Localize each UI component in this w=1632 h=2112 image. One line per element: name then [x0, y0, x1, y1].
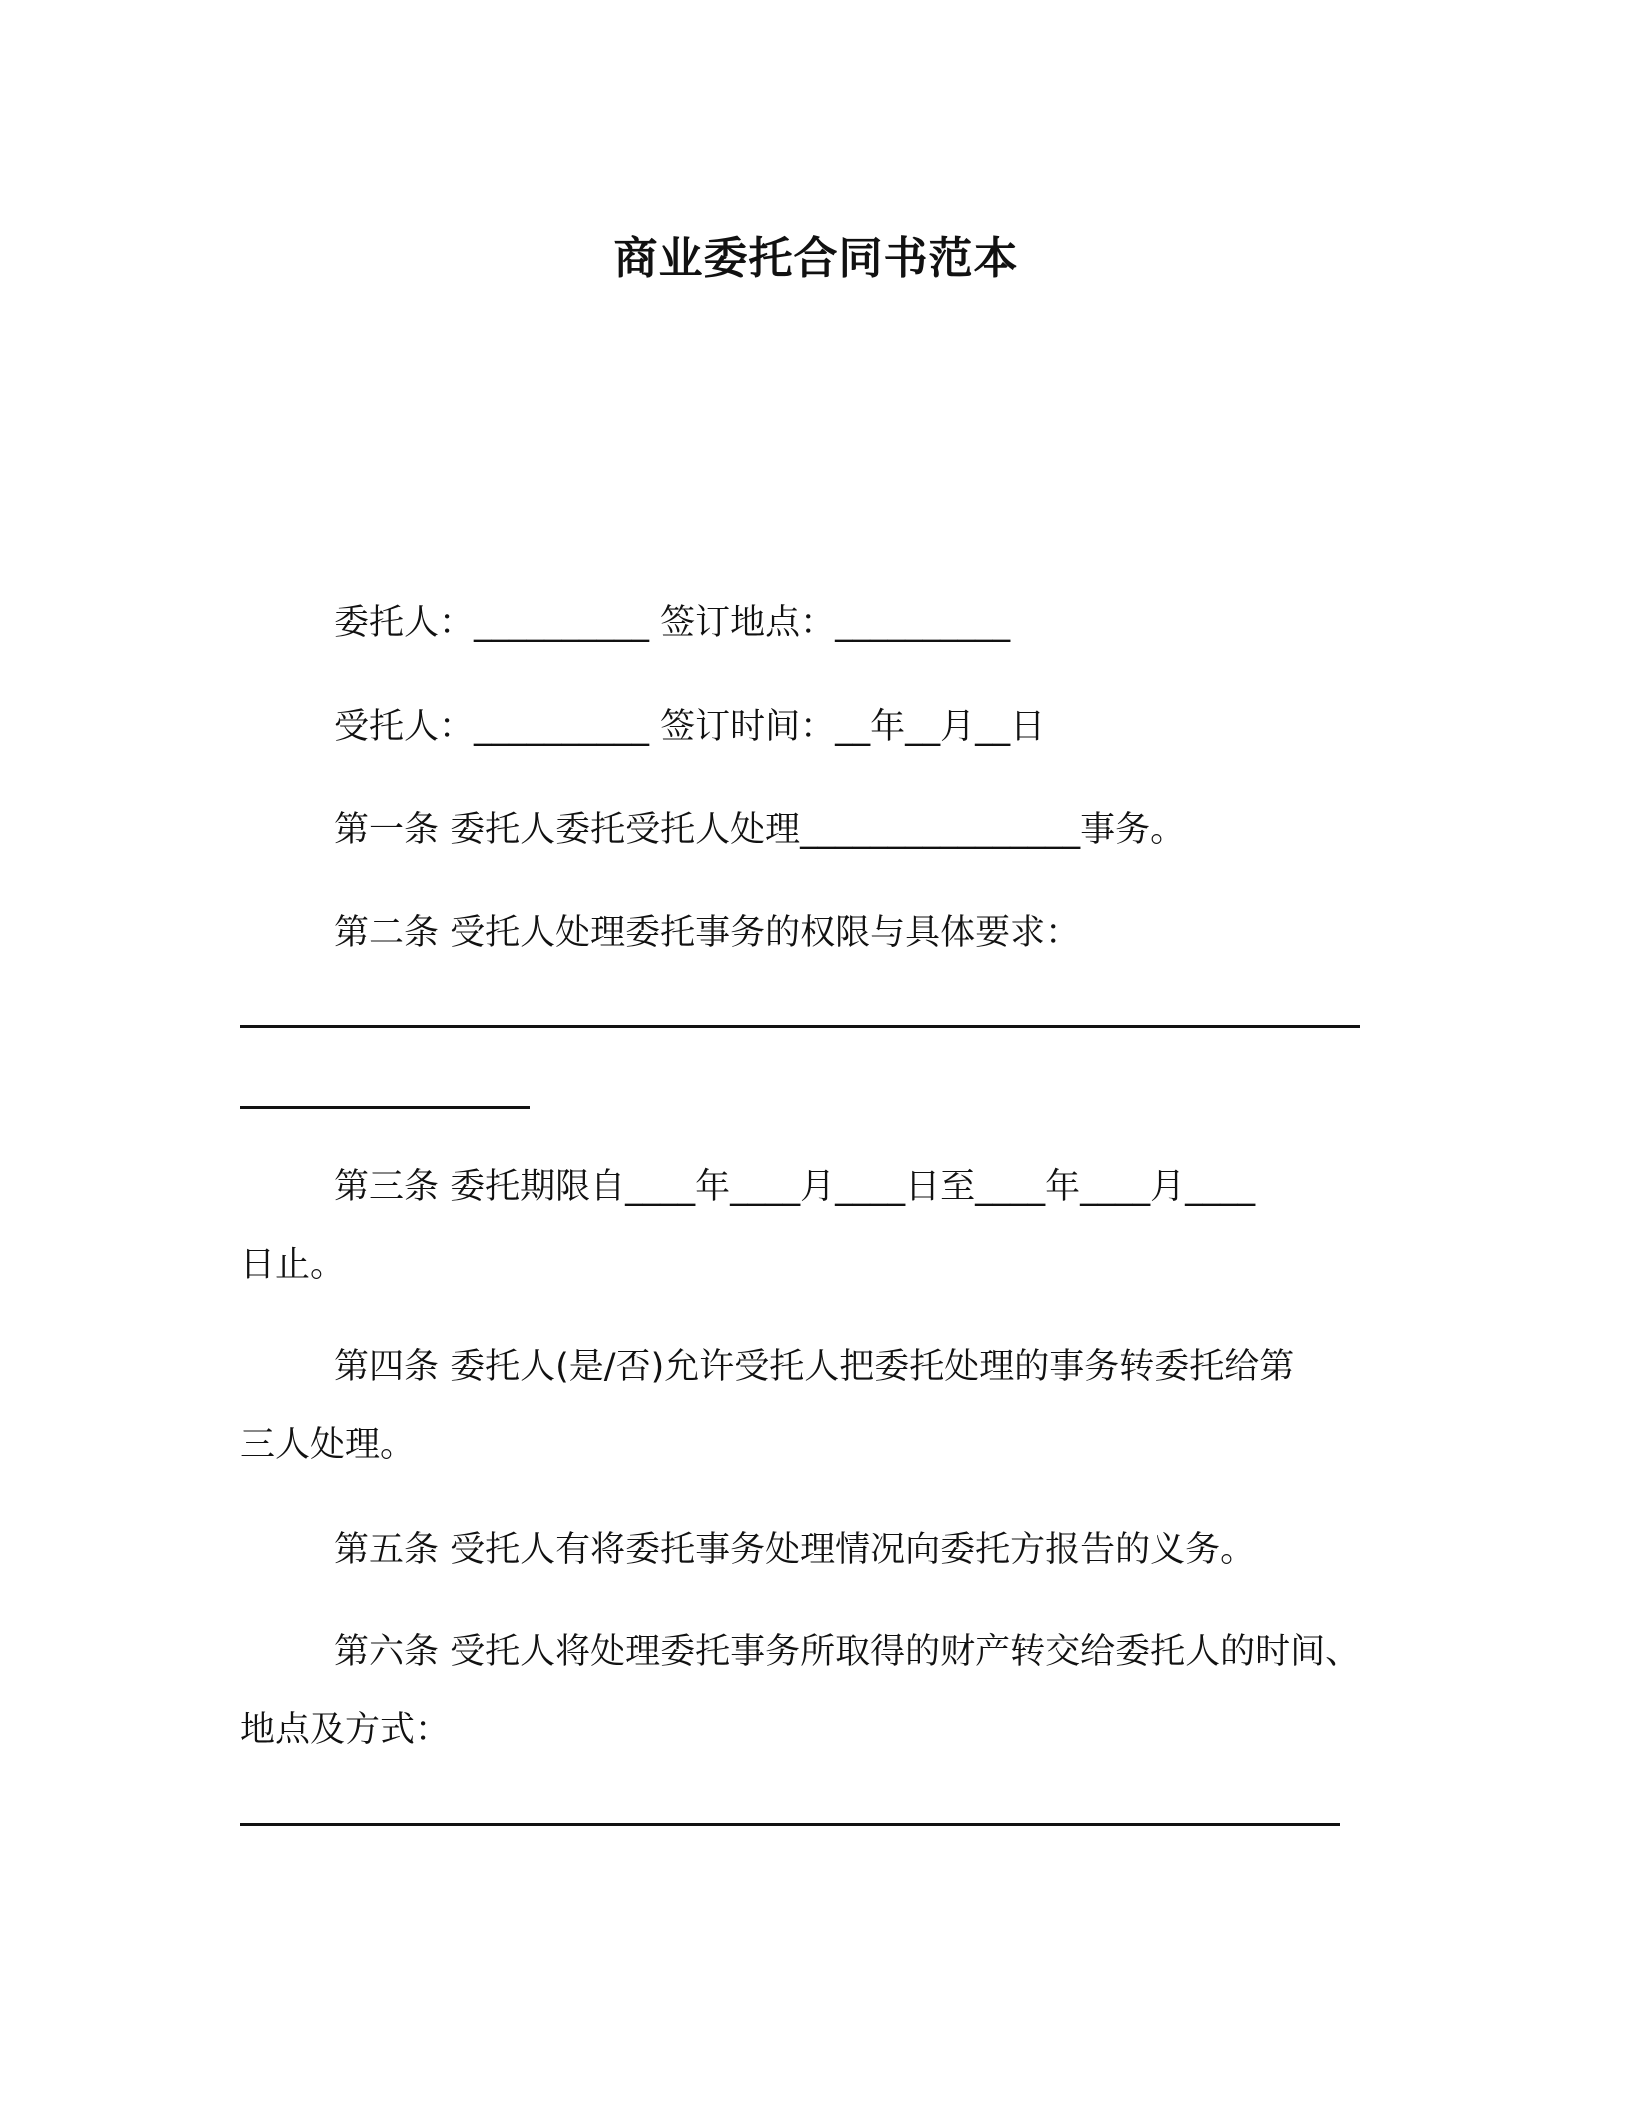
document-title: 商业委托合同书范本 [613, 233, 1019, 284]
agent-line: 受托人：__________ 签订时间：__年__月__日 [334, 707, 1046, 747]
clause-2: 第二条 受托人处理委托事务的权限与具体要求： [334, 913, 1081, 953]
clause-2-blank-line-1 [240, 1025, 1360, 1028]
clause-6-blank-line [240, 1823, 1340, 1826]
clause-3-line-2: 日止。 [240, 1245, 346, 1285]
clause-2-blank-line-2 [240, 1106, 530, 1109]
clause-6-line-1: 第六条 受托人将处理委托事务所取得的财产转交给委托人的时间、 [334, 1632, 1361, 1672]
principal-line: 委托人：__________ 签订地点：__________ [334, 603, 1011, 643]
clause-4-line-2: 三人处理。 [240, 1425, 416, 1465]
clause-6-line-2: 地点及方式： [240, 1710, 451, 1750]
clause-1: 第一条 委托人委托受托人处理________________事务。 [334, 810, 1186, 850]
clause-5: 第五条 受托人有将委托事务处理情况向委托方报告的义务。 [334, 1530, 1256, 1570]
clause-4-line-1: 第四条 委托人(是/否)允许受托人把委托处理的事务转委托给第 [334, 1347, 1295, 1387]
clause-3-line-1: 第三条 委托期限自____年____月____日至____年____月____ [334, 1167, 1256, 1207]
